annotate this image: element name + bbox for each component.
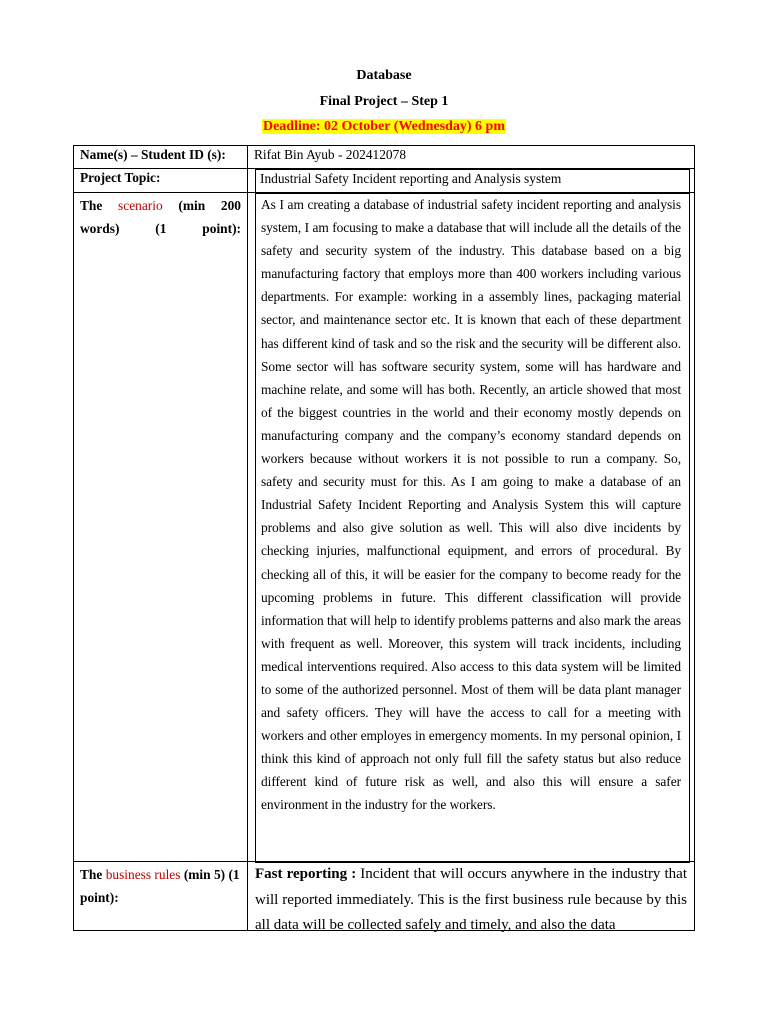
scenario-text: As I am creating a database of industrial safety incident reporting and analysis system, I am focusing to make a database that will include all the details of the safety and security system of the industry. This database based on a big manufacturing factory that employs more than 400 workers including various departments. For example: working in a assembly lines, packaging material sector, and maintenance sector etc. It is known that each of these department has different kind of task and so the risk and the security will be different also. Some sector will has software security system, some will has hardware and machine relate, and some will has both. Recently, an article showed that most of the biggest countries in the world and their economy mostly depends on manufacturing company and the company’s economy standard depends on workers because without workers it is not possible to run a company. So, safety and security must for this. As I am going to make a database of an Industrial Safety Incident Reporting and Analysis System this will capture problems and also give solution as well. This will also dive incidents by checking injuries, malfunctional equipment, and errors of procedural. By checking all of this, it will be easier for the company to become ready for the upcoming problems in future. This different classification will provide information that will help to identify problems patterns and also mark the areas with frequent as well. Moreover, this system will track incidents, including medical interventions required. Also access to this data system will be limited to some of the authorized personnel. Most of them will be data plant manager and safety officers. They will have the access to call for a meeting with workers and other employes in emergency moments. In my personal opinion, I think this kind of approach not only full fill the safety status but also reduce different kind of future risk as well, and also this will ensure a safer environment in the industry for the workers.: [261, 197, 681, 813]
business-rule-title: Fast reporting :: [255, 866, 357, 882]
scenario-label-highlight: scenario: [118, 198, 163, 213]
business-rules-label-prefix: The: [80, 867, 103, 882]
business-rules-label: [80, 863, 244, 909]
column-divider: [247, 146, 248, 930]
deadline-line: [0, 119, 768, 135]
topic-value: Industrial Safety Incident reporting and Analysis system: [260, 171, 562, 186]
scenario-label: [80, 194, 241, 240]
deadline-text: Deadline: 02 October (Wednesday) 6 pm: [262, 119, 505, 134]
document-title: Database: [356, 68, 412, 83]
scenario-label-prefix: The: [80, 198, 103, 213]
business-rule-body: Incident that will occurs anywhere in the industry that will reported immediately. This is the first business rule because by this all data will be collected safely and timely, and also the data: [255, 866, 688, 933]
names-value: Rifat Bin Ayub - 202412078: [254, 147, 407, 162]
document-subtitle: Final Project – Step 1: [319, 94, 449, 109]
business-rules-label-suffix: (min 5) (1 point):: [80, 867, 240, 905]
scenario-label-suffix: (min 200 words) (1 point):: [80, 198, 241, 236]
topic-label: Project Topic:: [80, 170, 161, 185]
names-label: Name(s) – Student ID (s):: [80, 147, 226, 162]
business-rules-label-highlight: business rules: [105, 867, 181, 882]
project-table: [73, 145, 695, 931]
business-rule-text: [255, 862, 687, 939]
